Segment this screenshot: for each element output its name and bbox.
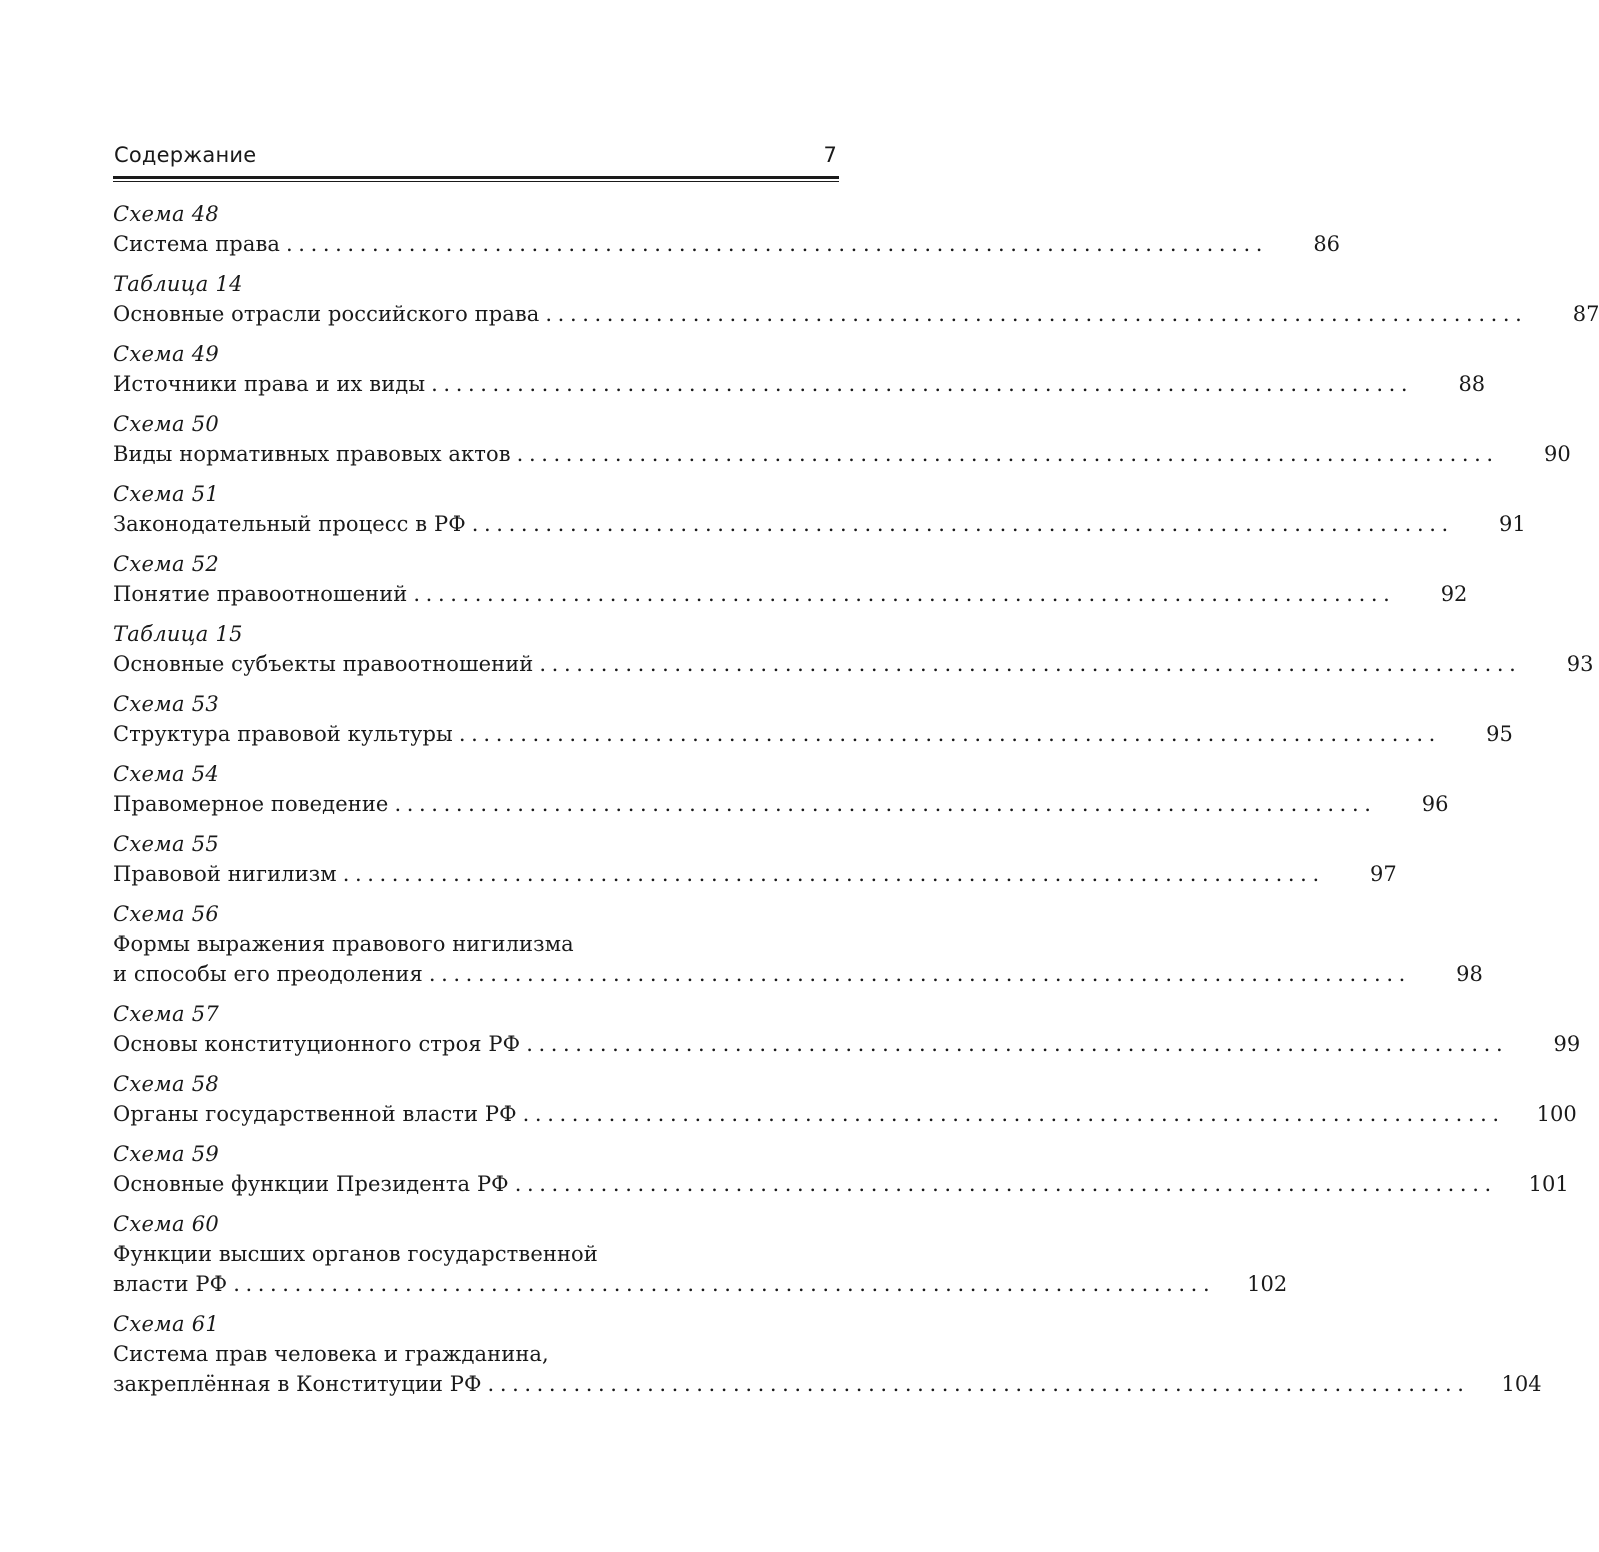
toc-entry-page-number: 91	[1499, 512, 1526, 536]
toc-entry-line	[113, 229, 1341, 259]
toc-entry[interactable]	[113, 1139, 1569, 1199]
dot-leader: ................................................................................	[516, 442, 1499, 466]
toc-entry-line	[113, 1029, 1581, 1059]
toc-entry-page-number: 97	[1370, 862, 1397, 886]
toc-entry-title: Основные отрасли российского права	[113, 302, 540, 326]
dot-leader: ................................................................................	[342, 862, 1325, 886]
dot-leader: ................................................................................	[413, 582, 1396, 606]
toc-entry-label: Таблица 14	[113, 272, 243, 296]
toc-entry[interactable]	[113, 759, 1449, 819]
toc-entry-title: Правовой нигилизм	[113, 862, 337, 886]
table-of-contents	[113, 199, 1599, 1399]
running-header	[113, 143, 839, 173]
toc-entry-title: Законодательный процесс в РФ	[113, 512, 466, 536]
toc-entry-label: Схема 58	[113, 1072, 220, 1096]
toc-entry[interactable]	[113, 339, 1486, 399]
dot-leader: ................................................................................	[394, 792, 1377, 816]
dot-leader: ................................................................................	[514, 1172, 1497, 1196]
toc-entry-title-line: Функции высших органов государственной	[113, 1242, 598, 1266]
toc-entry-label: Таблица 15	[113, 622, 243, 646]
toc-entry[interactable]	[113, 619, 1594, 679]
toc-entry-page-number: 92	[1440, 582, 1468, 606]
toc-entry-line	[113, 509, 1526, 539]
toc-entry-label: Схема 53	[113, 692, 220, 716]
toc-entry[interactable]	[113, 549, 1468, 609]
toc-entry-title: Структура правовой культуры	[113, 722, 453, 746]
dot-leader: ................................................................................	[526, 1032, 1509, 1056]
toc-entry[interactable]	[113, 1069, 1577, 1129]
toc-entry[interactable]	[113, 269, 1599, 329]
toc-entry-label: Схема 50	[113, 412, 220, 436]
toc-entry-page-number: 101	[1528, 1172, 1569, 1196]
toc-entry-line	[113, 1269, 1288, 1299]
toc-entry-line	[113, 439, 1571, 469]
toc-entry-line	[113, 959, 1483, 989]
toc-entry-title: Виды нормативных правовых актов	[113, 442, 511, 466]
page-number: 7	[823, 143, 837, 167]
toc-entry-title-line: Система прав человека и гражданина,	[113, 1342, 549, 1366]
toc-entry[interactable]	[113, 999, 1581, 1059]
dot-leader: ................................................................................	[471, 512, 1454, 536]
toc-entry-line	[113, 719, 1513, 749]
toc-entry-line	[113, 1169, 1569, 1199]
toc-entry[interactable]	[113, 1209, 1288, 1299]
dot-leader: ................................................................................	[539, 652, 1522, 676]
toc-entry-title: Основные функции Президента РФ	[113, 1172, 509, 1196]
running-header-title: Содержание	[114, 143, 257, 167]
toc-entry-line	[113, 1099, 1577, 1129]
toc-entry-title: Система права	[113, 232, 281, 256]
toc-entry-title: Понятие правоотношений	[113, 582, 408, 606]
toc-entry-line	[113, 579, 1468, 609]
toc-entry-line	[113, 649, 1594, 679]
toc-entry-label: Схема 57	[113, 1002, 220, 1026]
toc-entry-label: Схема 54	[113, 762, 220, 786]
toc-entry-page-number: 100	[1536, 1102, 1577, 1126]
toc-entry-page-number: 102	[1247, 1272, 1288, 1296]
toc-entry[interactable]	[113, 899, 1483, 989]
toc-entry-label: Схема 51	[113, 482, 220, 506]
toc-entry[interactable]	[113, 479, 1526, 539]
dot-leader: ................................................................................	[522, 1102, 1505, 1126]
toc-entry-title: Основы конституционного строя РФ	[113, 1032, 521, 1056]
toc-entry-page-number: 99	[1553, 1032, 1581, 1056]
toc-entry-title: Основные субъекты правоотношений	[113, 652, 534, 676]
toc-entry-page-number: 96	[1421, 792, 1449, 816]
toc-entry-title: Источники права и их виды	[113, 372, 426, 396]
toc-entry-line	[113, 789, 1449, 819]
toc-entry-label: Схема 55	[113, 832, 220, 856]
toc-entry-line	[113, 859, 1397, 889]
dot-leader: ................................................................................	[428, 962, 1411, 986]
toc-entry-title-line: Формы выражения правового нигилизма	[113, 932, 574, 956]
toc-entry-title: власти РФ	[113, 1272, 228, 1296]
toc-entry-title: Правомерное поведение	[113, 792, 389, 816]
toc-entry-page-number: 86	[1313, 232, 1341, 256]
toc-entry-label: Схема 56	[113, 902, 220, 926]
toc-entry[interactable]	[113, 829, 1397, 889]
header-rule	[113, 176, 839, 182]
toc-entry-title: и способы его преодоления	[113, 962, 423, 986]
dot-leader: ................................................................................	[286, 232, 1269, 256]
toc-entry-label: Схема 61	[113, 1312, 220, 1336]
toc-entry-page-number: 95	[1486, 722, 1513, 746]
dot-leader: ................................................................................	[233, 1272, 1216, 1296]
toc-entry-page-number: 90	[1543, 442, 1571, 466]
toc-entry-line	[113, 369, 1486, 399]
toc-entry-label: Схема 49	[113, 342, 220, 366]
toc-entry-label: Схема 60	[113, 1212, 220, 1236]
toc-entry-title: закреплённая в Конституции РФ	[113, 1372, 482, 1396]
toc-entry[interactable]	[113, 409, 1571, 469]
dot-leader: ................................................................................	[458, 722, 1441, 746]
book-page	[113, 143, 1599, 1409]
toc-entry[interactable]	[113, 1309, 1542, 1399]
toc-entry-page-number: 88	[1458, 372, 1486, 396]
dot-leader: ................................................................................	[487, 1372, 1470, 1396]
toc-entry-line	[113, 299, 1599, 329]
toc-entry[interactable]	[113, 199, 1341, 259]
toc-entry-label: Схема 59	[113, 1142, 220, 1166]
toc-entry-page-number: 93	[1566, 652, 1594, 676]
toc-entry-page-number: 87	[1572, 302, 1599, 326]
toc-entry-label: Схема 52	[113, 552, 220, 576]
toc-entry-line	[113, 1369, 1542, 1399]
toc-entry-label: Схема 48	[113, 202, 220, 226]
toc-entry-page-number: 98	[1456, 962, 1483, 986]
dot-leader: ................................................................................	[431, 372, 1414, 396]
toc-entry-page-number: 104	[1501, 1372, 1542, 1396]
toc-entry[interactable]	[113, 689, 1513, 749]
toc-entry-title: Органы государственной власти РФ	[113, 1102, 517, 1126]
dot-leader: ................................................................................	[545, 302, 1528, 326]
